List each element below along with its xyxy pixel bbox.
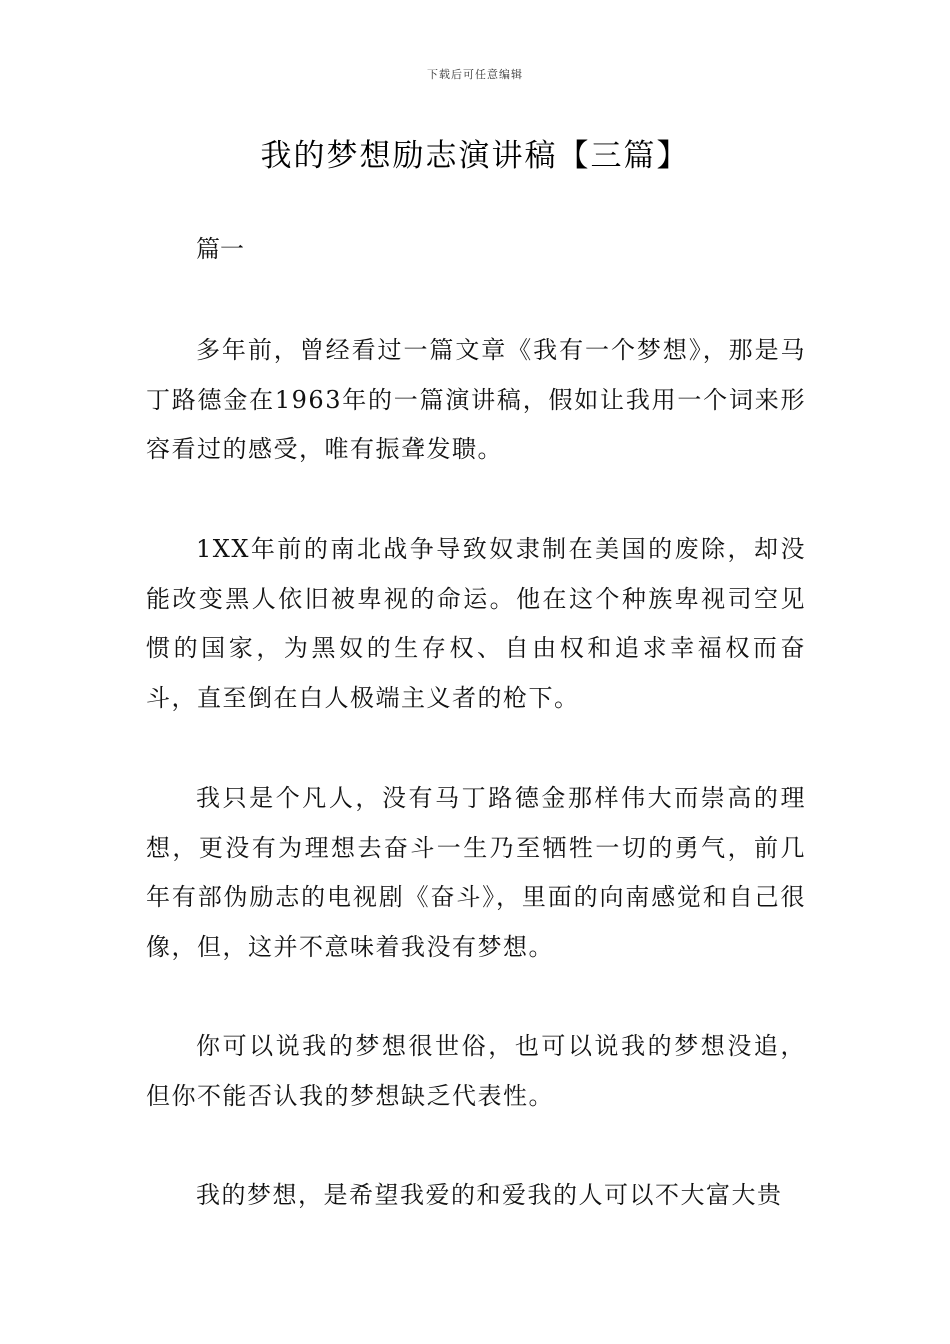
section-label: 篇一 <box>196 235 244 263</box>
paragraph-4: 你可以说我的梦想很世俗，也可以说我的梦想没追，但你不能否认我的梦想缺乏代表性。 <box>146 1032 806 1110</box>
paragraph-1: 多年前，曾经看过一篇文章《我有一个梦想》，那是马丁路德金在1963年的一篇演讲稿，假如让我用一个词来形容看过的感受，唯有振聋发聩。 <box>146 336 806 463</box>
paragraph-2: 1XX年前的南北战争导致奴隶制在美国的废除，却没能改变黑人依旧被卑视的命运。他在这个种族卑视司空见惯的国家，为黑奴的生存权、自由权和追求幸福权而奋斗，直至倒在白人极端主义者的枪下。 <box>146 535 806 712</box>
paragraph-5: 我的梦想，是希望我爱的和爱我的人可以不大富大贵 <box>196 1181 783 1209</box>
document-title: 我的梦想励志演讲稿【三篇】 <box>260 138 690 174</box>
header-note: 下载后可任意编辑 <box>427 68 523 81</box>
paragraph-3: 我只是个凡人，没有马丁路德金那样伟大而崇高的理想，更没有为理想去奋斗一生乃至牺牲一切的勇气，前几年有部伪励志的电视剧《奋斗》，里面的向南感觉和自己很像，但，这并不意味着我没有梦想。 <box>146 784 806 961</box>
